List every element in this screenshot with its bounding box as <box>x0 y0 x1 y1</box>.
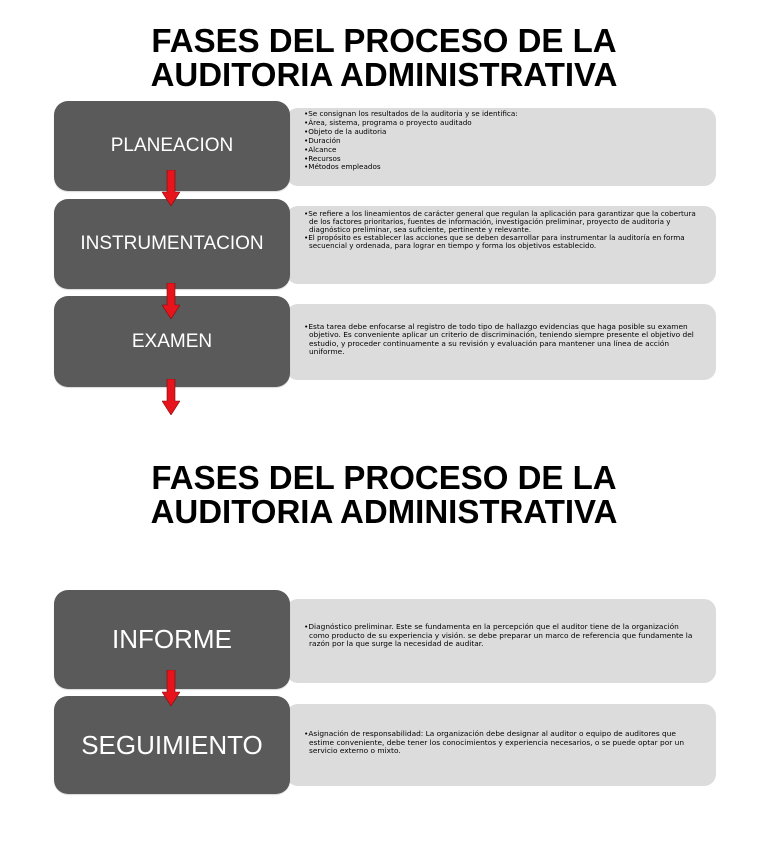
title-line-2: AUDITORIA ADMINISTRATIVA <box>150 56 618 93</box>
phase-description-planeacion: •Se consignan los resultados de la auditoria y se identifica: •Área, sistema, programa o proyecto auditado •Objeto de la auditoria •Duración •Alcance •Recursos •Métodos empleados <box>286 108 716 186</box>
down-arrow-icon <box>162 170 180 206</box>
down-arrow-icon <box>162 379 180 415</box>
down-arrow-icon <box>162 283 180 319</box>
title-line-1: FASES DEL PROCESO DE LA <box>151 459 617 496</box>
phase-box-seguimiento <box>54 696 290 794</box>
phase-label: INSTRUMENTACION <box>80 233 264 254</box>
phase-box-instrumentacion <box>54 199 290 289</box>
down-arrow-icon <box>162 670 180 706</box>
page-title <box>0 24 768 92</box>
phase-label: INFORME <box>112 624 232 654</box>
phase-label: PLANEACION <box>110 135 234 156</box>
phase-description-examen: •Esta tarea debe enfocarse al registro de todo tipo de hallazgo evidencias que haga posible su examen objetivo. Es conveniente aplicar un criterio de discriminación, teniendo siempre presente el objetivo del estudio, y proceder continuamente a su revisión y evaluación para mantener una línea de acción uniforme. <box>286 304 716 380</box>
phase-description-seguimiento: •Asignación de responsabilidad: La organización debe designar al auditor o equipo de auditores que estime conveniente, debe tener los conocimientos y experiencia necesarios, o se puede optar por un servicio externo o mixto. <box>286 704 716 786</box>
title-line-2: AUDITORIA ADMINISTRATIVA <box>150 493 618 530</box>
phase-label: SEGUIMIENTO <box>81 729 263 760</box>
phase-description-instrumentacion: •Se refiere a los lineamientos de carácter general que regulan la aplicación para garantizar que la cobertura de los factores prioritarios, fuentes de información, investigación preliminar, proyecto de auditoria y diagnóstico preliminar, sea suficiente, pertinente y relevante. •El propósito es establecer las acciones que se deben desarrollar para instrumentar la auditoría en forma secuencial y ordenada, para lograr en tiempo y forma los objetivos establecido. <box>286 206 716 284</box>
phase-description-informe: •Diagnóstico preliminar. Este se fundamenta en la percepción que el auditor tiene de la organización como producto de su experiencia y visión. se debe preparar un marco de referencia que fundamente la razón por la que surge la necesidad de auditar. <box>286 599 716 683</box>
page-title-second <box>0 461 768 529</box>
phase-label: EXAMEN <box>131 330 213 352</box>
title-line-1: FASES DEL PROCESO DE LA <box>151 22 617 59</box>
